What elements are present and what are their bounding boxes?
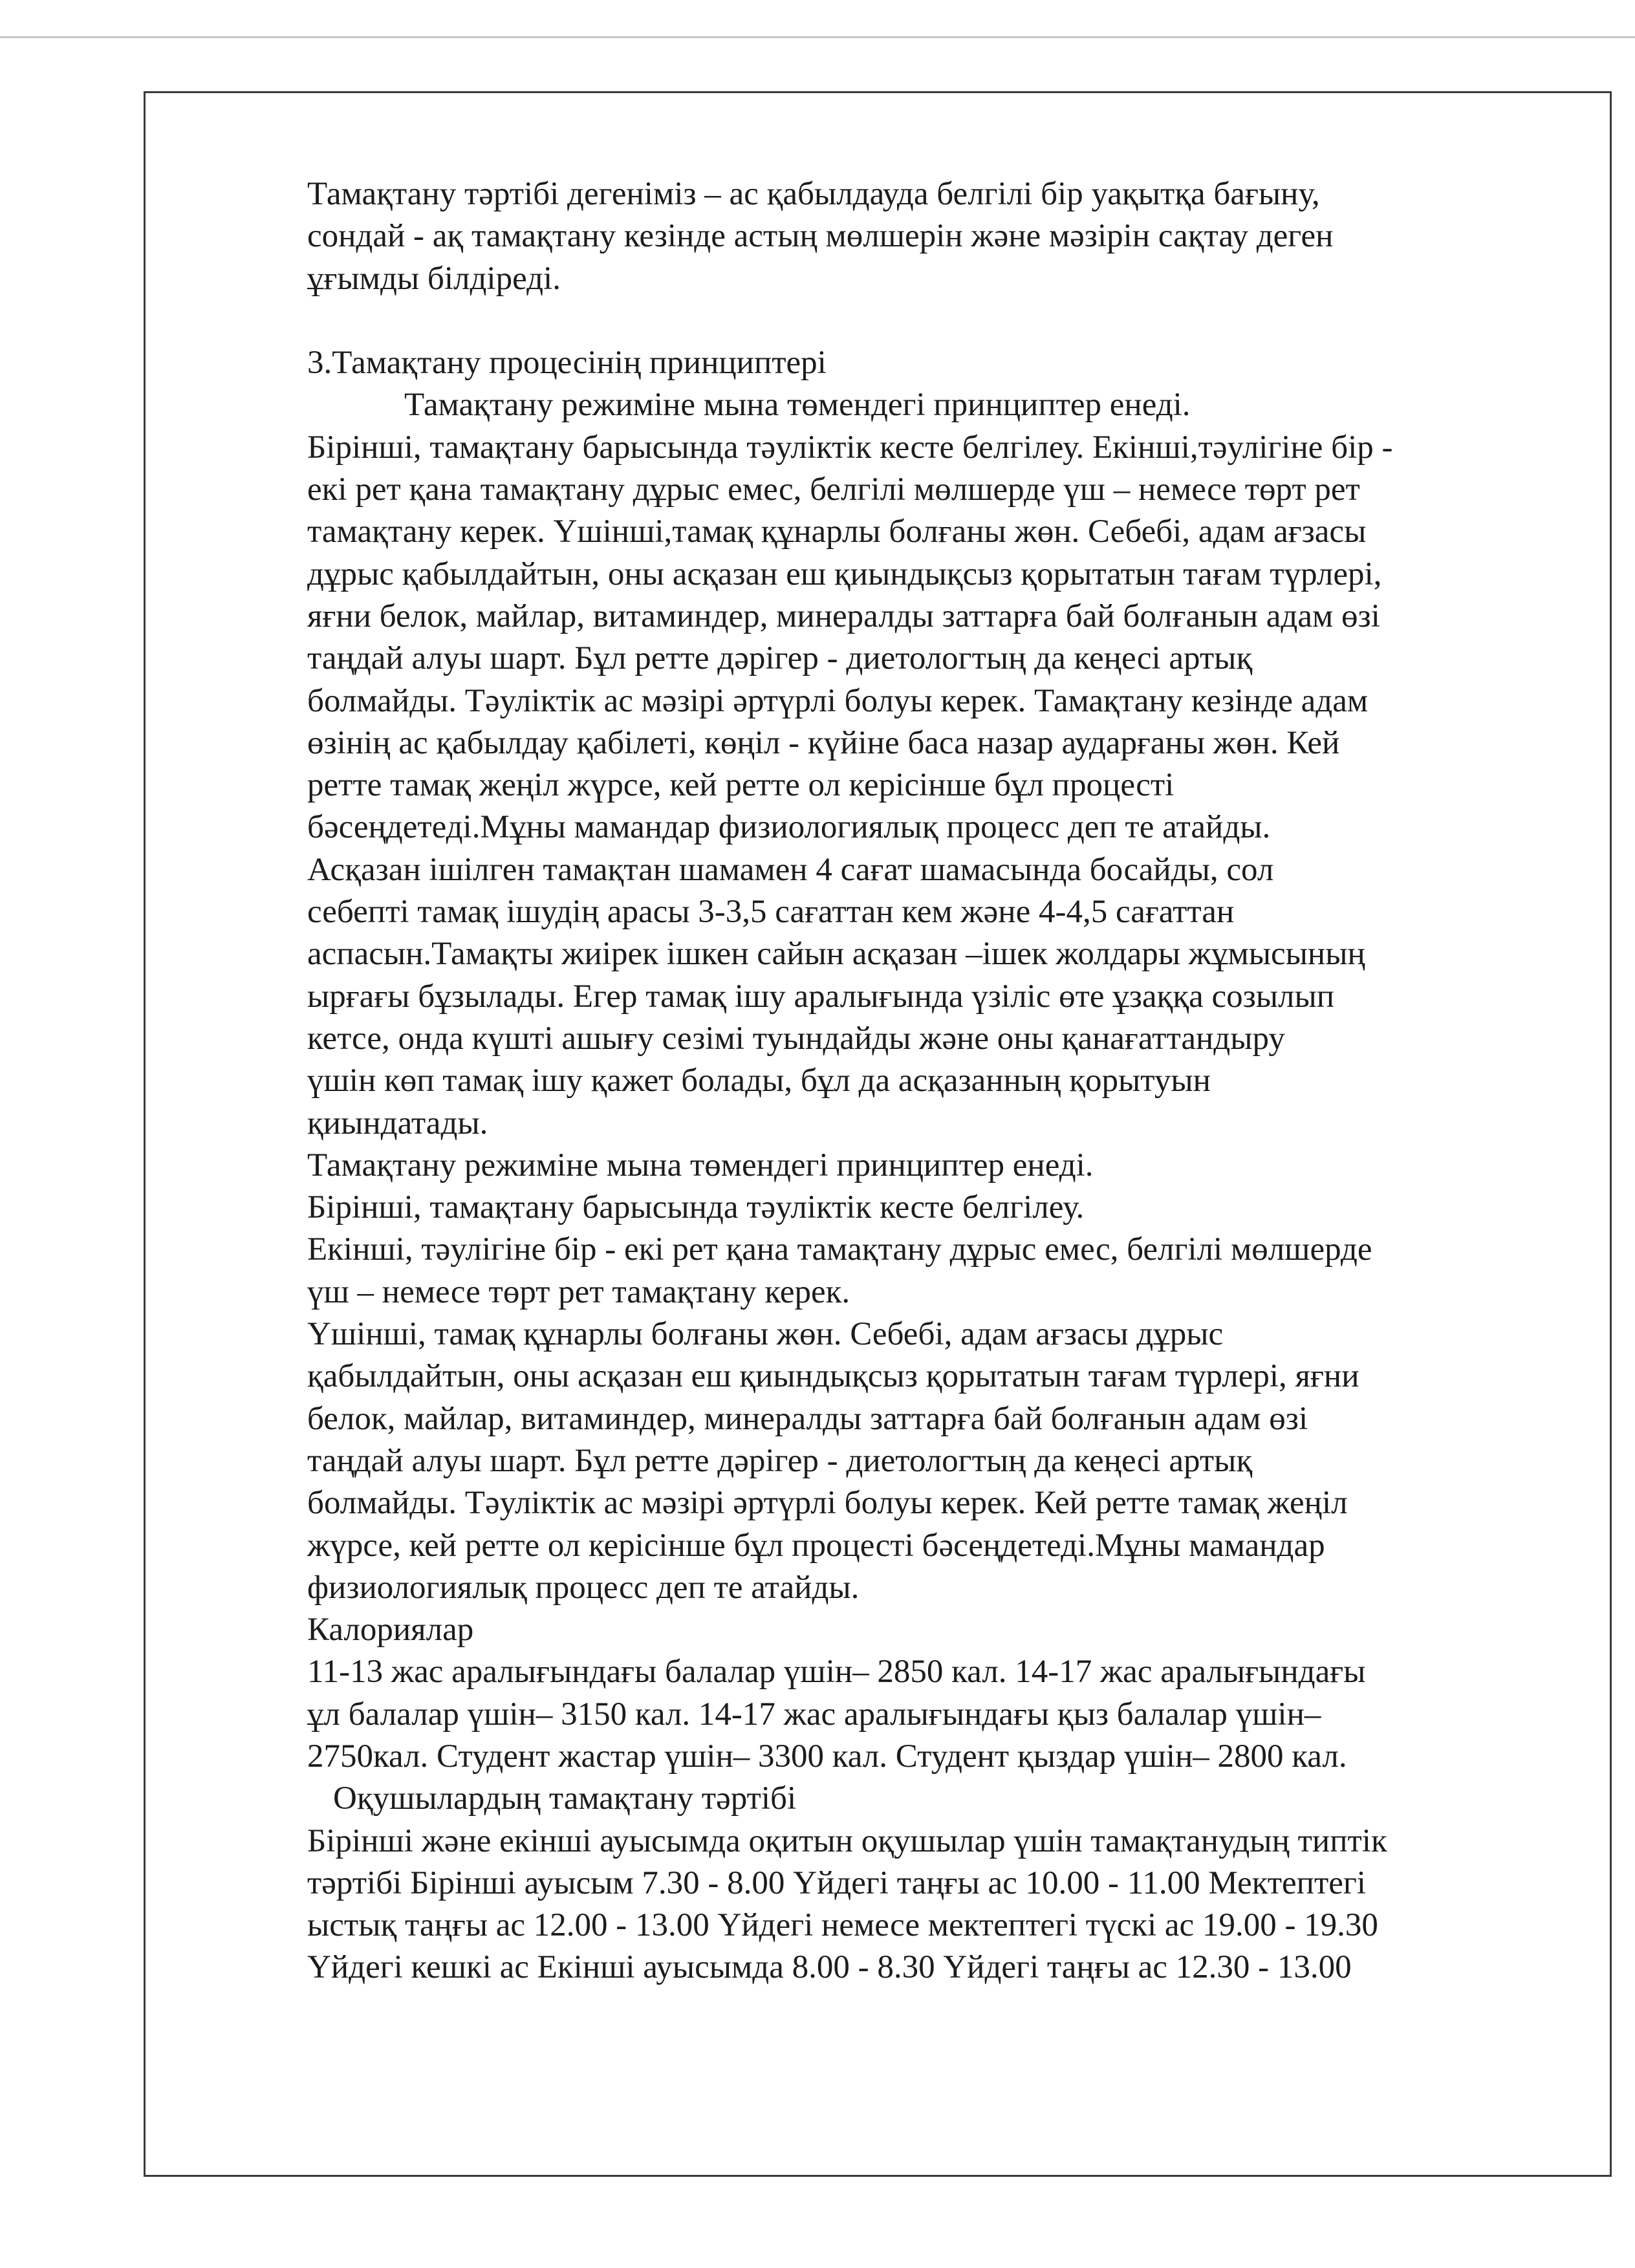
text-line: өзінің ас қабылдау қабілеті, көңіл - күйіне баса назар аударғаны жөн. Кей — [307, 724, 1340, 761]
text-line: болмайды. Тәуліктік ас мәзірі әртүрлі болуы керек. Кей ретте тамақ жеңіл — [307, 1485, 1348, 1522]
intro-paragraph — [307, 173, 1568, 300]
text-line: сондай - ақ тамақтану кезінде астың мөлшерін және мәзірін сақтау деген — [307, 218, 1334, 255]
text-line: Екінші, тәулігіне бір - екі рет қана тамақтану дұрыс емес, белгілі мөлшерде — [307, 1231, 1372, 1268]
text-line: яғни белок, майлар, витаминдер, минералды заттарға бай болғанын адам өзі — [307, 598, 1380, 634]
text-line: ыстық таңғы ас 12.00 - 13.00 Үйдегі немесе мектептегі түскі ас 19.00 - 19.30 — [307, 1907, 1378, 1944]
section-heading: 3.Тамақтану процесінің принциптері — [307, 345, 827, 382]
section-lead: Тамақтану режиміне мына төмендегі принциптер енеді. — [404, 387, 1191, 424]
text-line: үшін көп тамақ ішу қажет болады, бұл да асқазанның қорытуын — [307, 1063, 1211, 1099]
text-line: қиындатады. — [307, 1105, 488, 1141]
text-line: ұғымды білдіреді. — [307, 260, 561, 297]
text-line: болмайды. Тәуліктік ас мәзірі әртүрлі болуы керек. Тамақтану кезінде адам — [307, 682, 1369, 719]
text-line: Асқазан ішілген тамақтан шамамен 4 сағат шамасында босайды, сол — [307, 851, 1274, 888]
principles-lead: Тамақтану режиміне мына төмендегі принциптер енеді. — [307, 1147, 1094, 1183]
text-line: ұл балалар үшін– 3150 кал. 14-17 жас аралығындағы қыз балалар үшін– — [307, 1696, 1321, 1733]
text-line: жүрсе, кей ретте ол керісінше бұл процесті бәсеңдетеді.Мұны мамандар — [307, 1527, 1325, 1564]
text-line: себепті тамақ ішудің арасы 3-3,5 сағаттан кем және 4-4,5 сағаттан — [307, 894, 1235, 931]
text-line: аспасын.Тамақты жиірек ішкен сайын асқазан –ішек жолдары жұмысының — [307, 936, 1365, 973]
text-line: 11-13 жас аралығындағы балалар үшін– 2850 кал. 14-17 жас аралығындағы — [307, 1654, 1366, 1690]
text-line: дұрыс қабылдайтын, оны асқазан еш қиындықсыз қорытатын тағам түрлері, — [307, 556, 1382, 592]
principles-paragraph — [307, 427, 1568, 1145]
text-line: таңдай алуы шарт. Бұл ретте дәрігер - диетологтың да кеңесі артық — [307, 640, 1253, 677]
text-line: Бірінші, тамақтану барысында тәуліктік кесте белгілеу. Екінші,тәулігіне бір - — [307, 429, 1393, 466]
document-body — [307, 173, 1568, 1989]
text-line: Үйдегі кешкі ас Екінші ауысымда 8.00 - 8.30 Үйдегі таңғы ас 12.30 - 13.00 — [307, 1949, 1352, 1986]
text-line: үш – немесе төрт рет тамақтану керек. — [307, 1273, 850, 1310]
text-line: кетсе, онда күшті ашығу сезімі туындайды және оны қанағаттандыру — [307, 1020, 1285, 1057]
text-line: ретте тамақ жеңіл жүрсе, кей ретте ол керісінше бұл процесті — [307, 767, 1175, 804]
schedule-heading: Оқушылардың тамақтану тәртібі — [333, 1780, 797, 1817]
paragraph-gap — [307, 300, 1568, 342]
text-line: екі рет қана тамақтану дұрыс емес, белгілі мөлшерде үш – немесе төрт рет — [307, 471, 1360, 508]
principle-second — [307, 1229, 1568, 1313]
scan-edge-line — [0, 36, 1635, 38]
text-line: бәсеңдетеді.Мұны мамандар физиологиялық процесс деп те атайды. — [307, 809, 1271, 846]
text-line: ырғағы бұзылады. Егер тамақ ішу аралығында үзіліс өте ұзаққа созылып — [307, 978, 1335, 1015]
text-line: тамақтану керек. Үшінші,тамақ құнарлы болғаны жөн. Себебі, адам ағзасы — [307, 513, 1367, 550]
text-line: Бірінші және екінші ауысымда оқитын оқушылар үшін тамақтанудың типтік — [307, 1822, 1387, 1859]
schedule-paragraph — [307, 1820, 1568, 1989]
text-line: 2750кал. Студент жастар үшін– 3300 кал. Студент қыздар үшін– 2800 кал. — [307, 1738, 1347, 1775]
text-line: таңдай алуы шарт. Бұл ретте дәрігер - диетологтың да кеңесі артық — [307, 1442, 1253, 1479]
text-line: Үшінші, тамақ құнарлы болғаны жөн. Себебі, адам ағзасы дұрыс — [307, 1316, 1224, 1353]
principle-first: Бірінші, тамақтану барысында тәуліктік кесте белгілеу. — [307, 1189, 1085, 1226]
text-line: физиологиялық процесс деп те атайды. — [307, 1569, 860, 1606]
calories-heading: Калориялар — [307, 1612, 474, 1648]
calories-paragraph — [307, 1651, 1568, 1778]
text-line: қабылдайтын, оны асқазан еш қиындықсыз қорытатын тағам түрлері, яғни — [307, 1358, 1359, 1395]
text-line: Тамақтану тәртібі дегеніміз – ас қабылдауда белгілі бір уақытқа бағыну, — [307, 176, 1320, 212]
text-line: тәртібі Бірінші ауысым 7.30 - 8.00 Үйдегі таңғы ас 10.00 - 11.00 Мектептегі — [307, 1864, 1366, 1901]
text-line: белок, майлар, витаминдер, минералды заттарға бай болғанын адам өзі — [307, 1400, 1308, 1437]
principle-third — [307, 1313, 1568, 1609]
